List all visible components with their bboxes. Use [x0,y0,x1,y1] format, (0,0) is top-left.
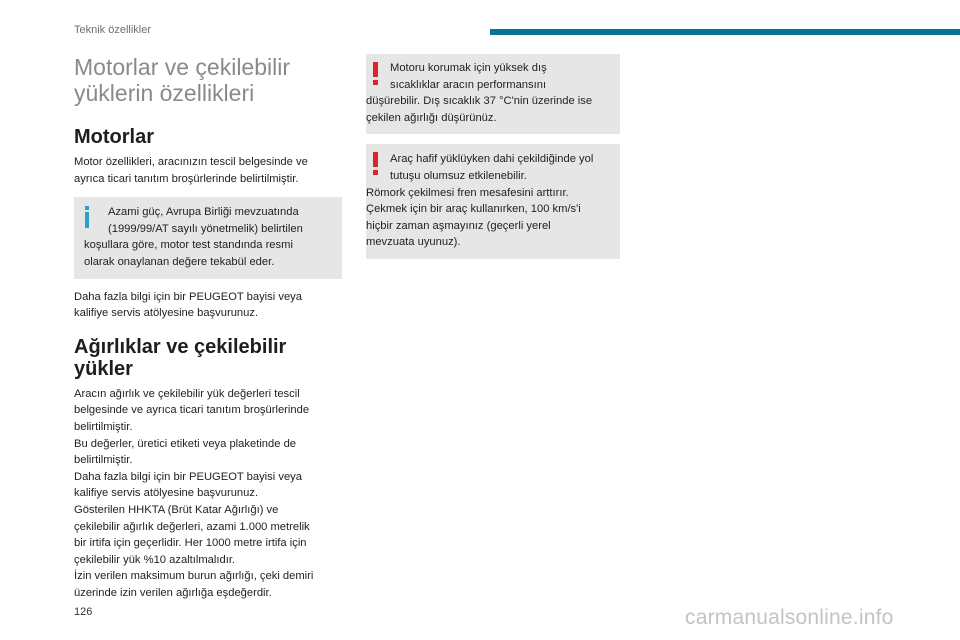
text-line: düşürebilir. Dış sıcaklık 37 °C'nin üzerinde ise [366,95,593,108]
section-title-line: yüklerin özellikleri [74,80,255,106]
text-line: İzin verilen maksimum burun ağırlığı, çeki demiri [74,570,314,583]
text-line: Motoru korumak için yüksek dış [390,62,547,74]
header-accent-bar [490,29,960,35]
text-line: hiçbir zaman aşmayınız (geçerli yerel [366,219,551,232]
warning-icon [373,152,378,176]
text-line: mevzuata uyunuz). [366,236,461,249]
motors-paragraph [74,154,342,187]
text-line: çekilebilir ağırlık değerleri, azami 1.000 metrelik [74,520,310,533]
text-line: kalifiye servis atölyesine başvurunuz. [74,307,259,320]
info-icon [85,206,89,228]
text-line: belirtilmiştir. [74,454,133,467]
text-line: Çekmek için bir araç kullanırken, 100 km/s'i [366,203,581,216]
text-line: Aracın ağırlık ve çekilebilir yük değerleri tescil [74,387,300,400]
text-line: Römork çekilmesi fren mesafesini arttırır. [366,186,569,199]
watermark: carmanualsonline.info [685,606,894,629]
left-column [74,54,342,601]
right-column [366,54,620,259]
text-line: ayrıca ticari tanıtım broşürlerinde belirtilmiştir. [74,172,299,185]
text-line: koşullara göre, motor test standında resmi [84,239,293,252]
text-line: çekilen ağırlığı düşürünüz. [366,111,497,124]
section-title-line: Motorlar ve çekilebilir [74,54,291,80]
header-title: Teknik özellikler [74,24,152,36]
text-line: sıcaklıklar aracın performansını [390,78,547,91]
page-number: 126 [74,606,93,618]
text-line: (1999/99/AT sayılı yönetmelik) belirtilen [108,222,303,235]
text-line: belgesinde ve ayrıca ticari tanıtım broşürlerinde [74,404,310,417]
text-line: bir irtifa için geçerlidir. Her 1000 metre irtifa için [74,537,307,550]
text-line: Azami güç, Avrupa Birliği mevzuatında [108,206,299,219]
weights-paragraph [74,386,342,602]
text-line: kalifiye servis atölyesine başvurunuz. [74,487,259,500]
text-line: tutuşu olumsuz etkilenebilir. [390,169,527,182]
text-line: çekilebilir yük %10 azaltılmalıdır. [74,553,236,566]
text-line: belirtilmiştir. [74,420,133,433]
motors-heading: Motorlar [74,126,154,148]
warning-box [366,54,620,134]
text-line: Bu değerler, üretici etiketi veya plaketinde de [74,437,297,450]
more-info-paragraph [74,289,342,322]
text-line: Daha fazla bilgi için bir PEUGEOT bayisi veya [74,290,302,303]
text-line: Motor özellikleri, aracınızın tescil belgesinde ve [74,156,308,168]
text-line: Araç hafif yüklüyken dahi çekildiğinde yol [390,153,594,166]
text-line: olarak onaylanan değere tekabül eder. [84,255,275,268]
heading-line: Ağırlıklar ve çekilebilir [74,335,287,358]
warning-icon [373,62,378,86]
section-title [74,54,342,106]
warning-box [366,144,620,259]
info-box [74,197,342,278]
weights-heading [74,336,342,380]
text-line: üzerinde izin verilen ağırlığa eşdeğerdir. [74,586,272,599]
heading-line: yükler [74,357,133,380]
text-line: Gösterilen HHKTA (Brüt Katar Ağırlığı) ve [74,503,279,516]
text-line: Daha fazla bilgi için bir PEUGEOT bayisi veya [74,470,302,483]
